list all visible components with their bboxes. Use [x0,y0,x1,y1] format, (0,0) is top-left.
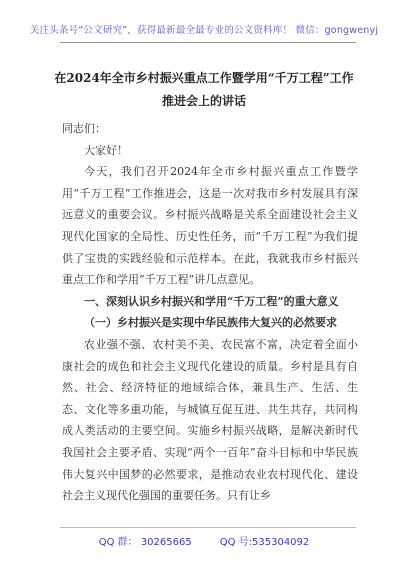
title-line-1: 在2024年全市乡村振兴重点工作暨学用“千万工程”工作 [54,71,354,85]
subsection-heading-1: （一）乡村振兴是实现中华民族伟大复兴的必然要求 [84,316,337,330]
document-title [50,67,358,113]
footer-divider [60,527,356,528]
paragraph-body: 农业强不强、农村美不美、农民富不富，决定着全面小康社会的成色和社会主义现代化建设的质量。乡村是具有自然、社会、经济特征的地域综合体，兼具生产、生活、生态、文化等多重功能，与城镇互促互进、共生共存，共同构成人类活动的主要空间。实施乡村振兴战略，是解决新时代我国社会主要矛盾、实现“两个一百年”奋斗目标和中华民族伟大复兴中国梦的必然要求，是推动农业农村现代化、建设社会主义现代化强国的重要任务。只有让乡 [62,337,358,503]
header-divider [60,42,356,43]
header-note: 关注头条号“公文研究”，获得最新最全最专业的公文资料库！ 微信：gongwenyj [29,25,379,36]
greeting: 大家好！ [84,143,128,157]
footer-qq-group: QQ 群： 30265665 [98,537,192,548]
footer-qq-number: QQ 号:535304092 [219,537,310,548]
title-line-2: 推进会上的讲话 [161,94,246,108]
section-heading-1: 一、深刻认识乡村振兴和学用“千万工程”的重大意义 [84,294,339,308]
footer [0,533,408,548]
salutation: 同志们： [62,122,106,135]
paragraph-intro: 今天，我们召开2024年全市乡村振兴重点工作暨学用“千万工程”工作推进会，这是一次对我市乡村发展具有深远意义的重要会议。乡村振兴战略是关系全面建设社会主义现代化国家的全局性、历史性任务，而“千万工程”为我们提供了宝贵的实践经验和示范样本。在此，我就我市乡村振兴重点工作和学用“千万工程”讲几点意见。 [62,165,358,287]
document-body [62,118,358,507]
